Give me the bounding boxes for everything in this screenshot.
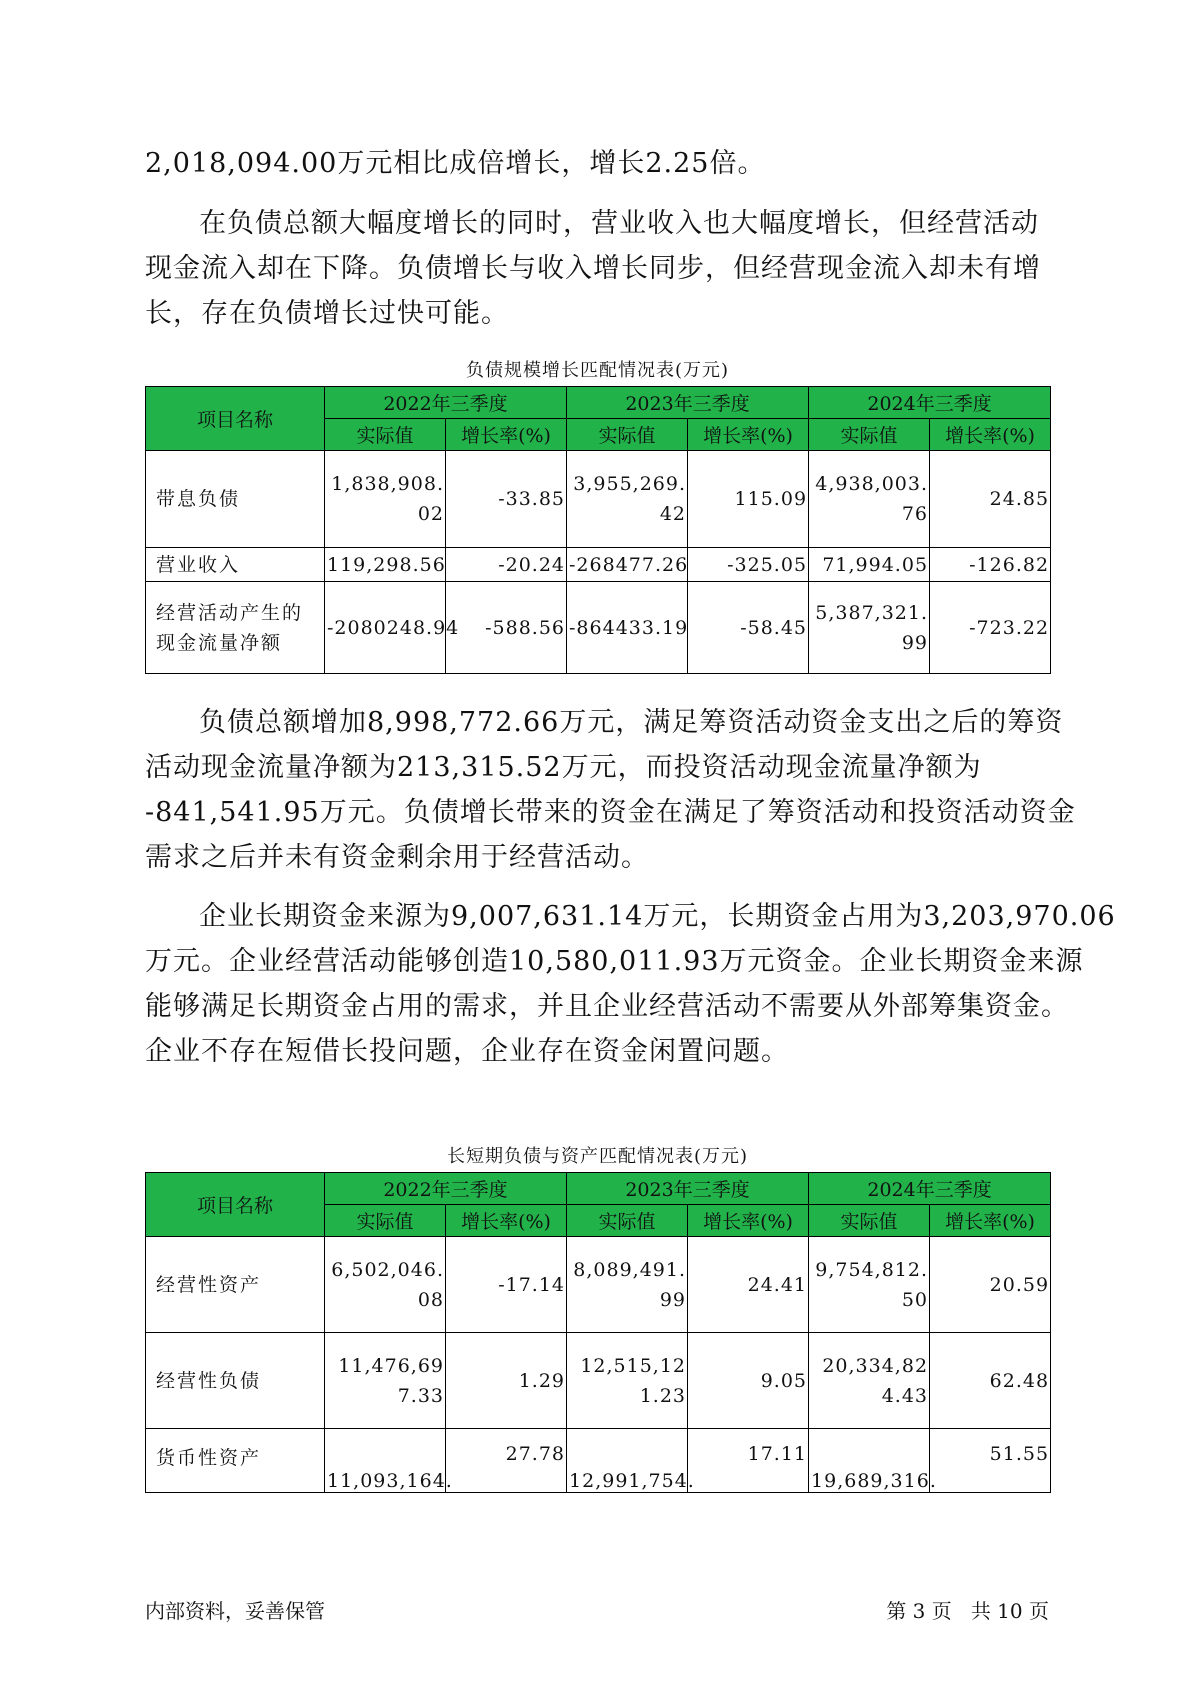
row-label: 营业收入 bbox=[146, 548, 325, 582]
table-row bbox=[146, 1333, 1051, 1429]
value-cell: 20,334,824.43 bbox=[809, 1333, 930, 1429]
value-cell: 11,093,164. bbox=[325, 1429, 446, 1493]
paragraph-line: 在负债总额大幅度增长的同时，营业收入也大幅度增长，但经营活动 bbox=[199, 208, 1039, 239]
value-cell: -2080248.94 bbox=[325, 582, 446, 674]
growth-rate-header: 增长率(%) bbox=[930, 1205, 1051, 1237]
value-cell: -325.05 bbox=[688, 548, 809, 582]
value-cell: 11,476,697.33 bbox=[325, 1333, 446, 1429]
paragraph-line: 负债总额增加8,998,772.66万元，满足筹资活动资金支出之后的筹资 bbox=[199, 707, 1064, 738]
value-cell: 62.48 bbox=[930, 1333, 1051, 1429]
item-header: 项目名称 bbox=[146, 1173, 325, 1237]
value-cell: -126.82 bbox=[930, 548, 1051, 582]
value-cell: -864433.19 bbox=[567, 582, 688, 674]
item-header: 项目名称 bbox=[146, 387, 325, 451]
value-cell: 6,502,046.08 bbox=[325, 1237, 446, 1333]
value-cell: -33.85 bbox=[446, 451, 567, 548]
value-cell: 9.05 bbox=[688, 1333, 809, 1429]
table-row bbox=[146, 451, 1051, 548]
value-cell: 19,689,316. bbox=[809, 1429, 930, 1493]
value-cell: -723.22 bbox=[930, 582, 1051, 674]
paragraph-4 bbox=[145, 894, 1116, 1074]
paragraph-line: 需求之后并未有资金剩余用于经营活动。 bbox=[145, 842, 649, 873]
paragraph-line: 企业不存在短借长投问题，企业存在资金闲置问题。 bbox=[145, 1036, 789, 1067]
paragraph-1 bbox=[145, 141, 1050, 186]
actual-value-header: 实际值 bbox=[567, 1205, 688, 1237]
value-cell: 17.11 bbox=[688, 1429, 809, 1493]
footer-page-number: 第 3 页 共 10 页 bbox=[886, 1599, 1049, 1623]
value-cell: 3,955,269.42 bbox=[567, 451, 688, 548]
value-cell: 24.85 bbox=[930, 451, 1051, 548]
table-row bbox=[146, 1429, 1051, 1493]
table-row bbox=[146, 582, 1051, 674]
paragraph-line: -841,541.95万元。负债增长带来的资金在满足了筹资活动和投资活动资金 bbox=[145, 797, 1076, 828]
growth-rate-header: 增长率(%) bbox=[688, 419, 809, 451]
row-label: 带息负债 bbox=[146, 451, 325, 548]
period-header: 2022年三季度 bbox=[325, 1173, 567, 1205]
value-cell: -58.45 bbox=[688, 582, 809, 674]
value-cell: 27.78 bbox=[446, 1429, 567, 1493]
table-row bbox=[146, 1237, 1051, 1333]
table-1-caption: 负债规模增长匹配情况表(万元) bbox=[465, 360, 730, 381]
value-cell: 51.55 bbox=[930, 1429, 1051, 1493]
footer-confidential-note: 内部资料，妥善保管 bbox=[145, 1599, 325, 1623]
paragraph-line: 2,018,094.00万元相比成倍增长，增长2.25倍。 bbox=[145, 148, 766, 179]
table-1 bbox=[145, 386, 1051, 674]
value-cell: 12,991,754. bbox=[567, 1429, 688, 1493]
value-cell: -268477.26 bbox=[567, 548, 688, 582]
value-cell: -588.56 bbox=[446, 582, 567, 674]
row-label: 经营活动产生的现金流量净额 bbox=[146, 582, 325, 674]
value-cell: 12,515,121.23 bbox=[567, 1333, 688, 1429]
value-cell: 9,754,812.50 bbox=[809, 1237, 930, 1333]
period-header: 2023年三季度 bbox=[567, 1173, 809, 1205]
actual-value-header: 实际值 bbox=[809, 419, 930, 451]
value-cell: 8,089,491.99 bbox=[567, 1237, 688, 1333]
value-cell: 119,298.56 bbox=[325, 548, 446, 582]
paragraph-2 bbox=[145, 201, 1050, 336]
paragraph-line: 长，存在负债增长过快可能。 bbox=[145, 298, 509, 329]
row-label: 经营性负债 bbox=[146, 1333, 325, 1429]
period-header: 2024年三季度 bbox=[809, 1173, 1051, 1205]
table-2 bbox=[145, 1172, 1051, 1493]
actual-value-header: 实际值 bbox=[809, 1205, 930, 1237]
value-cell: 115.09 bbox=[688, 451, 809, 548]
value-cell: 24.41 bbox=[688, 1237, 809, 1333]
paragraph-line: 企业长期资金来源为9,007,631.14万元，长期资金占用为3,203,970.06 bbox=[199, 901, 1116, 932]
growth-rate-header: 增长率(%) bbox=[446, 419, 567, 451]
paragraph-line: 万元。企业经营活动能够创造10,580,011.93万元资金。企业长期资金来源 bbox=[145, 946, 1084, 977]
growth-rate-header: 增长率(%) bbox=[446, 1205, 567, 1237]
period-header: 2022年三季度 bbox=[325, 387, 567, 419]
paragraph-3 bbox=[145, 700, 1076, 880]
value-cell: -17.14 bbox=[446, 1237, 567, 1333]
growth-rate-header: 增长率(%) bbox=[688, 1205, 809, 1237]
period-header: 2024年三季度 bbox=[809, 387, 1051, 419]
growth-rate-header: 增长率(%) bbox=[930, 419, 1051, 451]
value-cell: 1,838,908.02 bbox=[325, 451, 446, 548]
table-row bbox=[146, 548, 1051, 582]
paragraph-line: 活动现金流量净额为213,315.52万元，而投资活动现金流量净额为 bbox=[145, 752, 982, 783]
value-cell: 71,994.05 bbox=[809, 548, 930, 582]
value-cell: -20.24 bbox=[446, 548, 567, 582]
actual-value-header: 实际值 bbox=[567, 419, 688, 451]
period-header: 2023年三季度 bbox=[567, 387, 809, 419]
paragraph-line: 现金流入却在下降。负债增长与收入增长同步，但经营现金流入却未有增 bbox=[145, 253, 1041, 284]
row-label: 经营性资产 bbox=[146, 1237, 325, 1333]
row-label: 货币性资产 bbox=[146, 1429, 325, 1493]
actual-value-header: 实际值 bbox=[325, 419, 446, 451]
value-cell: 4,938,003.76 bbox=[809, 451, 930, 548]
value-cell: 20.59 bbox=[930, 1237, 1051, 1333]
table-2-caption: 长短期负债与资产匹配情况表(万元) bbox=[446, 1146, 749, 1167]
actual-value-header: 实际值 bbox=[325, 1205, 446, 1237]
paragraph-line: 能够满足长期资金占用的需求，并且企业经营活动不需要从外部筹集资金。 bbox=[145, 991, 1069, 1022]
value-cell: 5,387,321.99 bbox=[809, 582, 930, 674]
value-cell: 1.29 bbox=[446, 1333, 567, 1429]
